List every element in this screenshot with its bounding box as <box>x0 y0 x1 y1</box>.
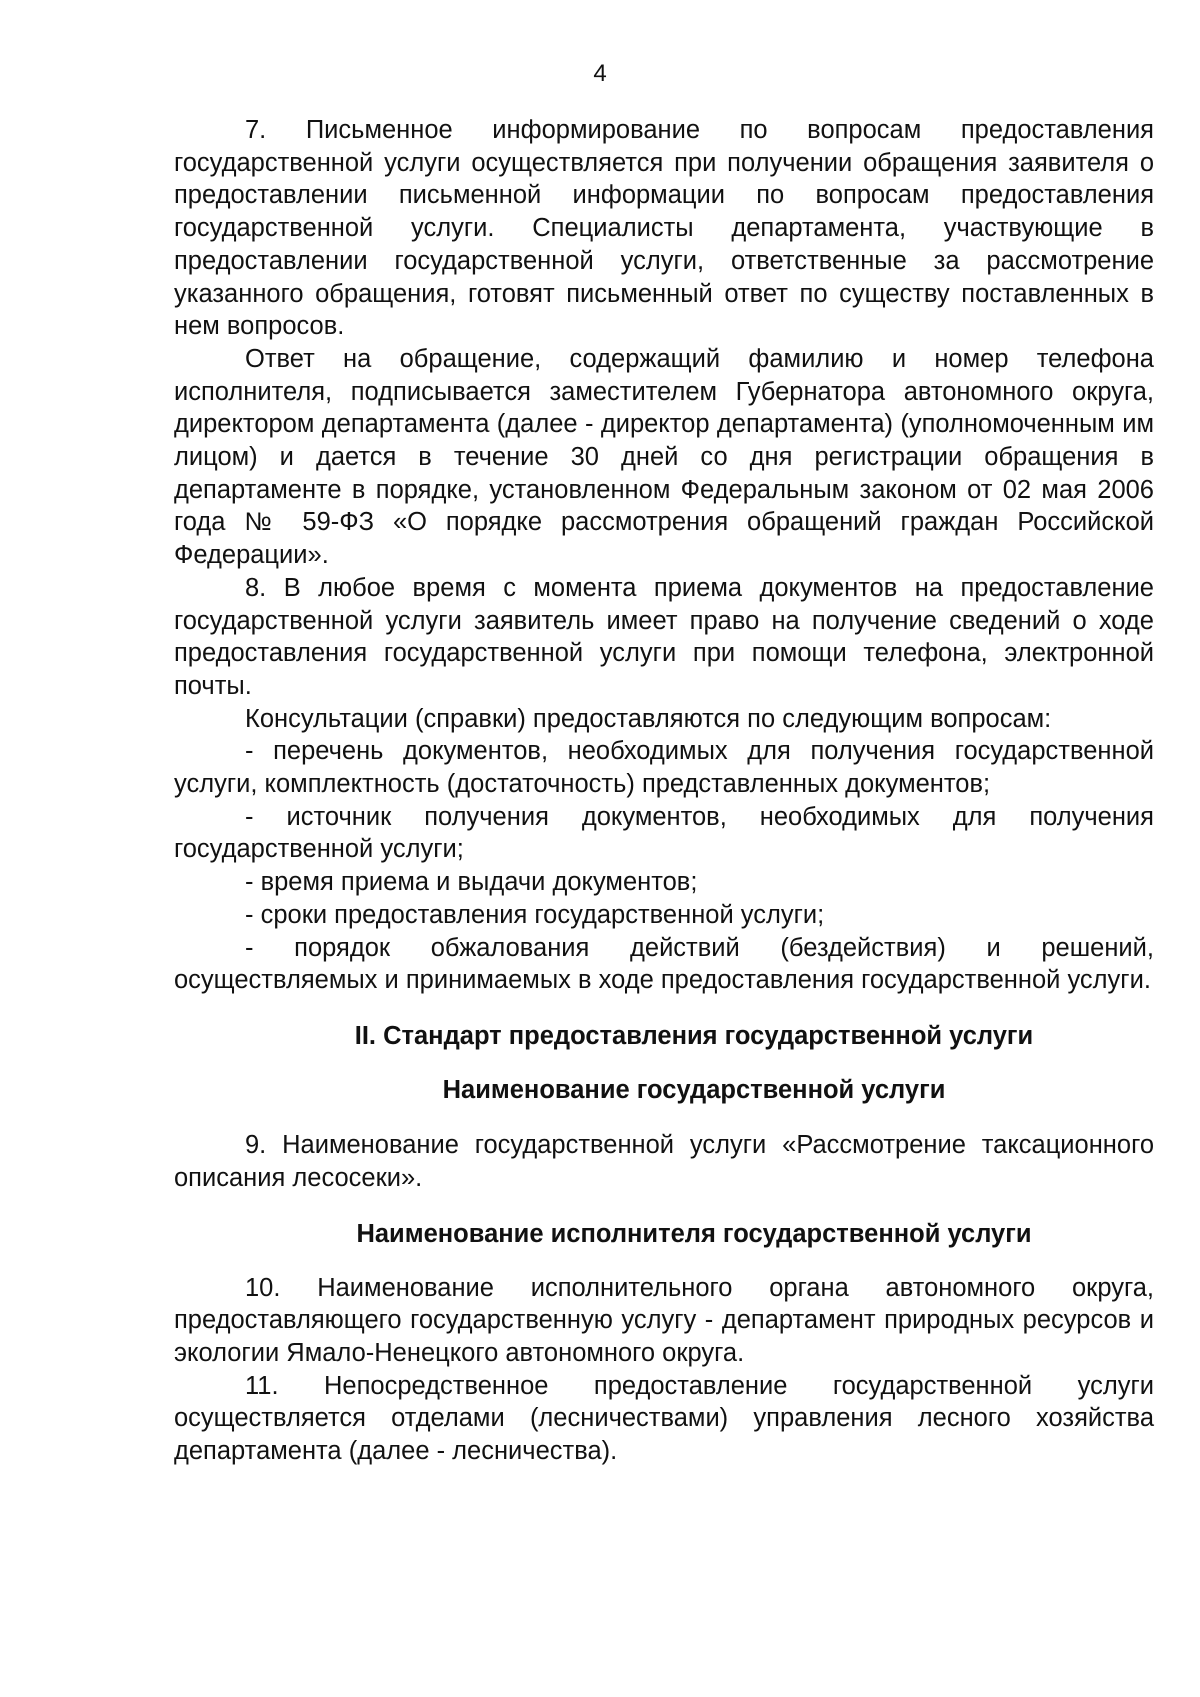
paragraph-7: 7. Письменное информирование по вопросам предоставления государственной услуги осуществляется при получении обращения заявителя о предоставлении письменной информации по вопросам предоставления государственной услуги. Специалисты департамента, участвующие в предоставлении государственной услуги, ответственные за рассмотрение указанного обращения, готовят письменный ответ по существу поставленных в нем вопросов. <box>174 116 1154 341</box>
paragraph-10: 10. Наименование исполнительного органа автономного округа, предоставляющего государственную услугу - департамент природных ресурсов и экологии Ямало-Ненецкого автономного округа. <box>174 1273 1154 1367</box>
document-body <box>174 114 1154 1468</box>
consultations-intro: Консультации (справки) предоставляются по следующим вопросам: <box>245 704 1052 733</box>
subheading-service-name: Наименование государственной услуги <box>442 1075 946 1104</box>
list-item: - источник получения документов, необходимых для получения государственной услуги; <box>174 802 1154 864</box>
list-item: - время приема и выдачи документов; <box>245 868 698 897</box>
paragraph-11: 11. Непосредственное предоставление государственной услуги осуществляется отделами (лесничествами) управления лесного хозяйства департамента (далее - лесничества). <box>174 1371 1154 1466</box>
section-heading: II. Стандарт предоставления государственной услуги <box>354 1021 1034 1050</box>
list-item: - сроки предоставления государственной услуги; <box>245 900 825 929</box>
paragraph-9: 9. Наименование государственной услуги «Рассмотрение таксационного описания лесосеки». <box>174 1131 1154 1193</box>
list-item: - перечень документов, необходимых для получения государственной услуги, комплектность (достаточность) представленных документов; <box>174 737 1154 799</box>
paragraph-8: 8. В любое время с момента приема документов на предоставление государственной услуги заявитель имеет право на получение сведений о ходе предоставления государственной услуги при помощи телефона, электронной почты. <box>174 573 1154 700</box>
page-number: 4 <box>593 60 607 87</box>
subheading-service-executor: Наименование исполнителя государственной услуги <box>356 1219 1032 1248</box>
list-item: - порядок обжалования действий (бездействия) и решений, осуществляемых и принимаемых в ходе предоставления государственной услуги. <box>174 933 1154 995</box>
paragraph-7-response: Ответ на обращение, содержащий фамилию и номер телефона исполнителя, подписывается заместителем Губернатора автономного округа, директором департамента (далее - директор департамента) (уполномоченным им лицом) и дается в течение 30 дней со дня регистрации обращения в департаменте в порядке, установленном Федеральным законом от 02 мая 2006 года № 59-ФЗ «О порядке рассмотрения обращений граждан Российской Федерации». <box>174 344 1154 570</box>
